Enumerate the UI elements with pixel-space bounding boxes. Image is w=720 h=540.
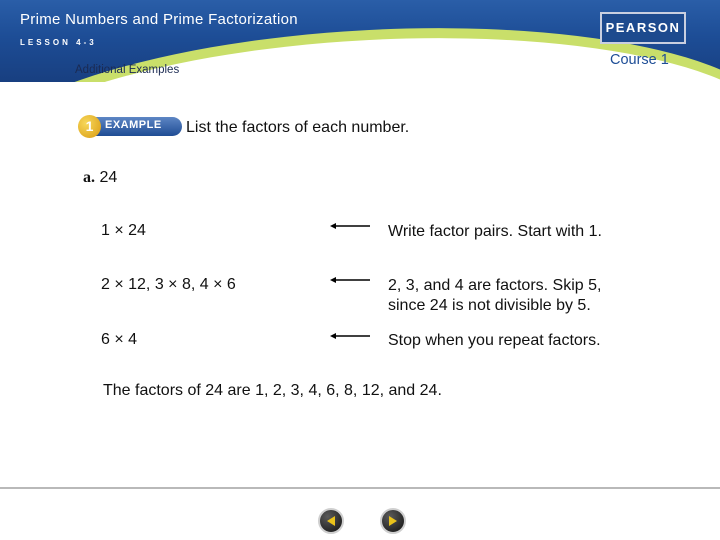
step-expression: 1 × 24 xyxy=(101,222,146,239)
step-note-line: 2, 3, and 4 are factors. Skip 5, xyxy=(388,277,602,294)
triangle-right-icon xyxy=(387,515,399,527)
left-arrow-icon xyxy=(330,276,370,284)
left-arrow-icon xyxy=(330,222,370,230)
course-label: Course 1 xyxy=(610,52,669,68)
step-expression: 6 × 4 xyxy=(101,331,138,348)
part-label: a. xyxy=(83,169,95,186)
step-note xyxy=(388,222,602,242)
conclusion-text: The factors of 24 are 1, 2, 3, 4, 6, 8, 12, and 24. xyxy=(103,382,442,399)
lesson-number: LESSON 4-3 xyxy=(20,38,97,47)
example-instruction: List the factors of each number. xyxy=(186,119,410,136)
part-value: 24 xyxy=(99,169,118,186)
step-note-line: since 24 is not divisible by 5. xyxy=(388,297,591,314)
triangle-left-icon xyxy=(325,515,337,527)
step-note-line: Write factor pairs. Start with 1. xyxy=(388,223,602,240)
step-note-line: Stop when you repeat factors. xyxy=(388,332,601,349)
step-note xyxy=(388,276,601,316)
example-badge-label: EXAMPLE xyxy=(105,119,162,131)
previous-slide-button[interactable] xyxy=(318,508,344,534)
lesson-title: Prime Numbers and Prime Factorization xyxy=(20,11,298,28)
footer xyxy=(0,489,720,540)
step-note xyxy=(388,331,601,351)
part-heading xyxy=(83,169,117,187)
section-label: Additional Examples xyxy=(75,64,180,76)
pearson-logo: PEARSON xyxy=(600,12,686,44)
next-slide-button[interactable] xyxy=(380,508,406,534)
left-arrow-icon xyxy=(330,332,370,340)
example-number: 1 xyxy=(78,115,101,138)
example-badge xyxy=(78,115,182,138)
step-expression: 2 × 12, 3 × 8, 4 × 6 xyxy=(101,276,236,293)
lesson-header xyxy=(0,0,720,82)
